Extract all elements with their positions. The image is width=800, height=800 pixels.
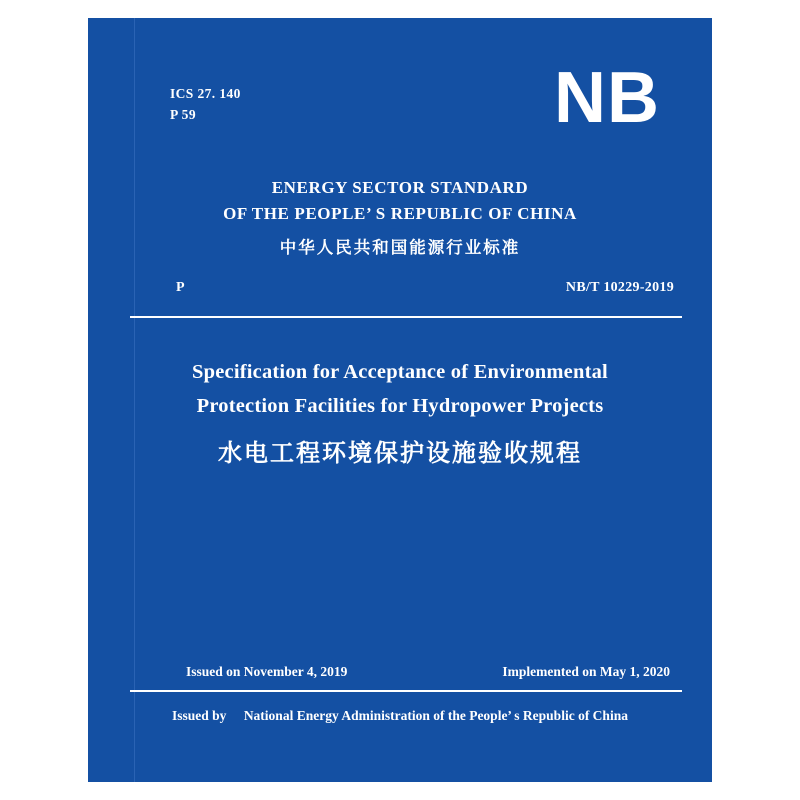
title-cn: 水电工程环境保护设施验收规程 <box>218 438 582 467</box>
implemented-date: Implemented on May 1, 2020 <box>502 664 670 679</box>
title-en-line2: Protection Facilities for Hydropower Projects <box>196 394 604 417</box>
standard-name-en-line2: OF THE PEOPLE’ S REPUBLIC OF CHINA <box>223 204 577 223</box>
standard-name-en-line1: ENERGY SECTOR STANDARD <box>271 178 529 197</box>
divider-top <box>130 316 682 318</box>
issuer-row <box>88 708 712 724</box>
standard-name-cn: 中华人民共和国能源行业标准 <box>279 238 521 257</box>
issued-by-org: National Energy Administration of the People’ s Republic of China <box>243 708 628 723</box>
main-title-block <box>88 356 712 468</box>
issued-by-label: Issued by <box>172 708 227 723</box>
ics-code: ICS 27. 140 <box>170 86 241 101</box>
category-letter: P <box>176 280 185 295</box>
issued-date: Issued on November 4, 2019 <box>186 664 348 679</box>
divider-bottom <box>130 690 682 692</box>
class-code: P 59 <box>170 106 196 122</box>
standard-name-block <box>88 178 712 258</box>
title-en-line1: Specification for Acceptance of Environmental <box>192 361 608 383</box>
standard-number: NB/T 10229-2019 <box>565 280 674 295</box>
nb-logo: NB <box>554 58 660 138</box>
standard-cover <box>88 18 712 782</box>
ics-block <box>170 84 241 126</box>
